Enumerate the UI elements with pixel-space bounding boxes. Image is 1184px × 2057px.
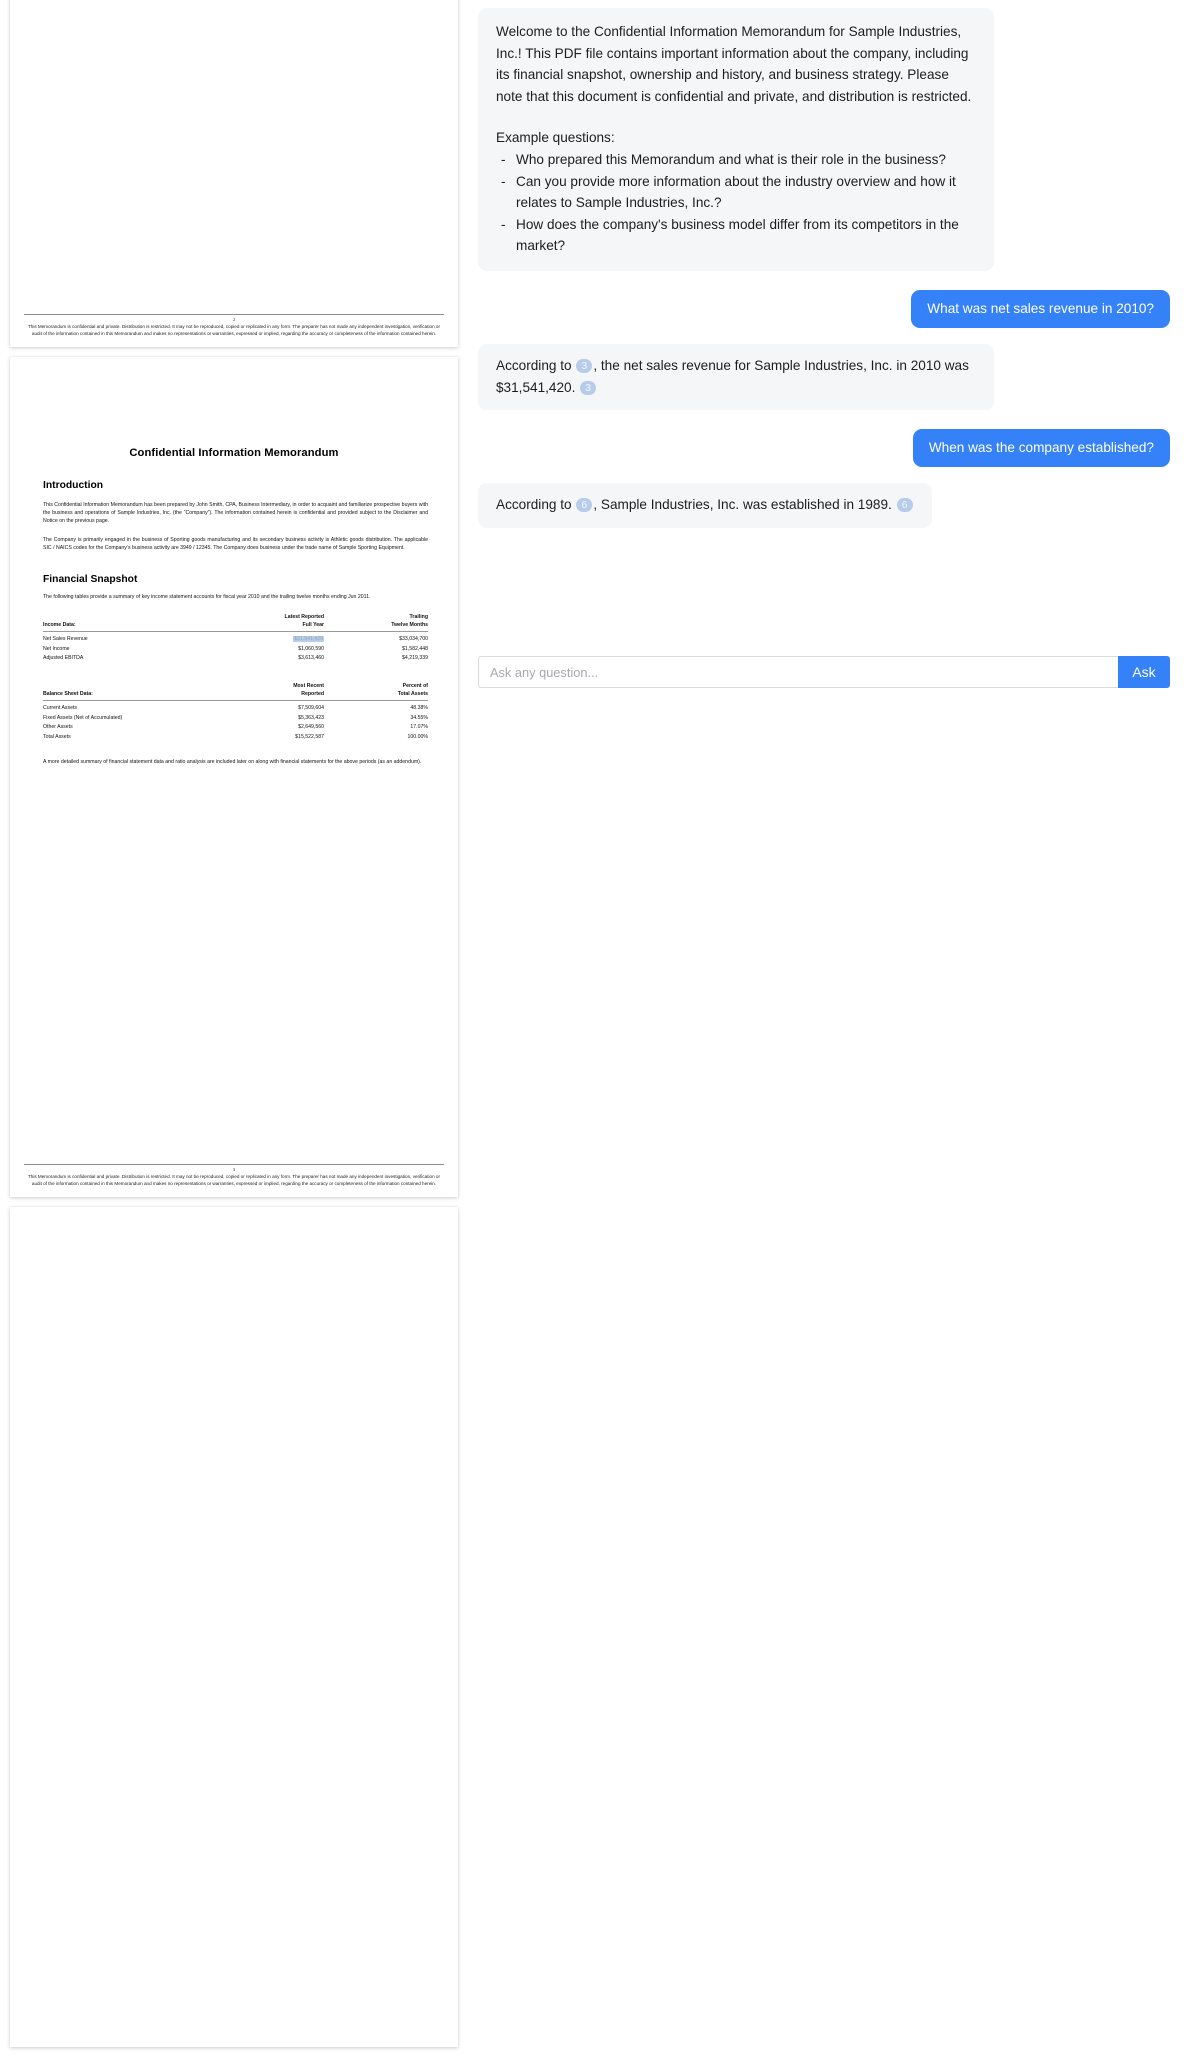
pdf-page-footer	[24, 1164, 444, 1187]
pdf-scroll-container[interactable]	[0, 0, 466, 2057]
row-value-amount: $5,363,423	[298, 714, 325, 721]
chat-pane	[466, 0, 1184, 710]
table-row	[43, 654, 428, 664]
income-table-row-label-header: Income Data:	[43, 622, 224, 632]
list-item[interactable]	[496, 214, 978, 257]
pdf-page	[10, 1207, 458, 2047]
balance-col1-header-line1: Most Recent	[293, 683, 325, 690]
table-row	[43, 644, 428, 654]
balance-col2-header-line1: Percent of	[402, 683, 428, 690]
citation-badge[interactable]: 6	[576, 498, 592, 512]
financial-snapshot-paragraph: The following tables provide a summary of key income statement accounts for fiscal year 2010 and the trailing twelve months ending Jun 2011.	[43, 593, 371, 600]
table-row	[43, 723, 428, 733]
row-value-full-year: $3,613,460	[298, 655, 325, 662]
pdf-page	[10, 0, 458, 347]
footer-disclaimer: This Memorandum is confidential and private. Distribution is restricted. It may not be reproduced, copied or replicated in any form. The preparer has not made any independent investigation, verification or audit of the information contained in this Memorandum and makes no representations or warranties, expressed or implied, regarding the accuracy or completeness of the information contained herein.	[27, 323, 441, 336]
row-value-amount: $2,649,560	[298, 724, 325, 731]
answer-segment: , Sample Industries, Inc. was established in 1989.	[593, 497, 896, 513]
table-row	[43, 632, 428, 644]
answer-segment: , the net sales revenue for Sample Industries, Inc. in 2010 was $31,541,420.	[496, 357, 969, 395]
chat-message-assistant	[478, 344, 1170, 410]
balance-sheet-table	[43, 683, 428, 741]
closing-paragraph: A more detailed summary of financial statement data and ratio analysis are included later on along with financial statements for the above periods (as an addendum).	[43, 758, 422, 765]
assistant-bubble	[478, 483, 932, 528]
citation-badge[interactable]: 3	[576, 359, 592, 373]
income-table-body	[43, 632, 428, 664]
example-question-text: How does the company's business model differ from its competitors in the market?	[516, 216, 959, 254]
citation-badge[interactable]: 6	[897, 498, 913, 512]
chat-composer	[478, 656, 1170, 688]
footer-divider	[24, 314, 444, 315]
income-table-spacer	[43, 614, 224, 622]
list-bullet-dash: -	[501, 151, 506, 167]
chat-message-list	[478, 6, 1170, 656]
pdf-viewer-pane[interactable]	[0, 0, 466, 1186]
row-label: Net Sales Revenue	[43, 636, 88, 643]
row-value-amount: $15,522,587	[295, 733, 325, 740]
footer-disclaimer: This Memorandum is confidential and private. Distribution is restricted. It may not be reproduced, copied or replicated in any form. The preparer has not made any independent investigation, verification or audit of the information contained in this Memorandum and makes no representations or warranties, expressed or implied, regarding the accuracy or completeness of the information contained herein.	[27, 1173, 441, 1186]
assistant-bubble	[478, 344, 994, 410]
section-heading-financial-snapshot: Financial Snapshot	[43, 573, 138, 585]
income-col2-header-line2: Twelve Months	[324, 622, 428, 632]
pdf-page-footer	[24, 314, 444, 337]
intro-paragraph-2: The Company is primarily engaged in the business of Sporting goods manufacturing and its secondary business activity is Athletic goods distribution. The applicable SIC / NAICS codes for the Company’s business activity are 3949 / 12345. The Company does business under the trade name of Sample Sporting Equipment.	[43, 536, 428, 551]
row-label: Total Assets	[43, 733, 71, 740]
selected-text-highlight: $31,541,420	[294, 636, 324, 643]
welcome-text: Welcome to the Confidential Information Memorandum for Sample Industries, Inc.! This PDF file contains important information about the company, including its financial snapshot, ownership and history, and business strategy. Please note that this document is confidential and private, and distribution is restricted.	[496, 24, 972, 104]
user-bubble: What was net sales revenue in 2010?	[911, 290, 1170, 328]
balance-col2-header-line2: Total Assets	[324, 691, 428, 701]
example-question-text: Can you provide more information about the industry overview and how it relates to Sample Industries, Inc.?	[516, 173, 956, 211]
row-label: Net Income	[43, 645, 70, 652]
row-value-amount: $7,509,604	[298, 704, 325, 711]
income-col2-header-line1: Trailing	[409, 614, 428, 621]
balance-table-spacer	[43, 683, 224, 691]
row-value-percent: 48.38%	[410, 704, 428, 711]
user-bubble: When was the company established?	[913, 429, 1170, 467]
row-value-percent: 100.00%	[407, 733, 428, 740]
chat-message-assistant	[478, 483, 1170, 528]
row-value-full-year	[224, 632, 324, 644]
row-value-trailing: $33,034,700	[399, 636, 428, 643]
pdf-page-content	[10, 357, 458, 1197]
row-value-trailing: $1,582,448	[402, 645, 428, 652]
row-label: Fixed Assets (Net of Accumulated)	[43, 714, 123, 721]
row-label: Other Assets	[43, 724, 73, 731]
balance-col1-header-line2: Reported	[224, 691, 324, 701]
answer-segment: According to	[496, 497, 576, 513]
row-value-percent: 17.07%	[410, 724, 428, 731]
list-item[interactable]	[496, 149, 978, 171]
list-item[interactable]	[496, 171, 978, 214]
income-col1-header-line2: Full Year	[224, 622, 324, 632]
list-bullet-dash: -	[501, 173, 506, 189]
answer-segment: According to	[496, 357, 576, 373]
table-row	[43, 713, 428, 723]
list-bullet-dash: -	[501, 216, 506, 232]
income-data-table	[43, 614, 428, 663]
intro-paragraph-1: This Confidential Information Memorandum has been prepared by John Smith, CPA, Business Intermediary, in order to acquaint and familiarize prospective buyers with the business and operations of Sample Industries, Inc. (the “Company”). The information contained herein is confidential and provided subject to the Disclaimer and Notice on the previous page.	[43, 502, 428, 524]
page-number: 3	[232, 1166, 236, 1172]
pdf-page-content	[10, 0, 458, 347]
ask-button[interactable]: Ask	[1118, 656, 1170, 688]
row-label: Current Assets	[43, 704, 78, 711]
chat-message-welcome	[478, 8, 1170, 271]
example-question-text: Who prepared this Memorandum and what is their role in the business?	[516, 151, 946, 167]
example-question-list	[496, 149, 978, 257]
section-heading-introduction: Introduction	[43, 480, 104, 491]
chat-message-user	[478, 429, 1170, 467]
footer-divider	[24, 1164, 444, 1165]
page-number: 2	[232, 316, 236, 322]
pdf-page-content	[10, 1207, 458, 2047]
chat-message-user	[478, 290, 1170, 328]
citation-badge[interactable]: 3	[580, 381, 596, 395]
document-title: Confidential Information Memorandum	[129, 447, 339, 459]
balance-table-body	[43, 700, 428, 741]
table-row	[43, 732, 428, 742]
assistant-bubble	[478, 8, 994, 271]
income-col1-header-line1: Latest Reported	[284, 614, 325, 621]
row-value-percent: 34.55%	[410, 714, 428, 721]
row-value-full-year: $1,060,590	[298, 645, 325, 652]
balance-table-row-label-header: Balance Sheet Data:	[43, 691, 224, 701]
row-label: Adjusted EBITDA	[43, 655, 84, 662]
question-input[interactable]	[478, 656, 1118, 688]
pdf-page	[10, 357, 458, 1197]
table-row	[43, 700, 428, 712]
examples-heading: Example questions:	[496, 130, 615, 146]
row-value-trailing: $4,219,339	[402, 655, 428, 662]
